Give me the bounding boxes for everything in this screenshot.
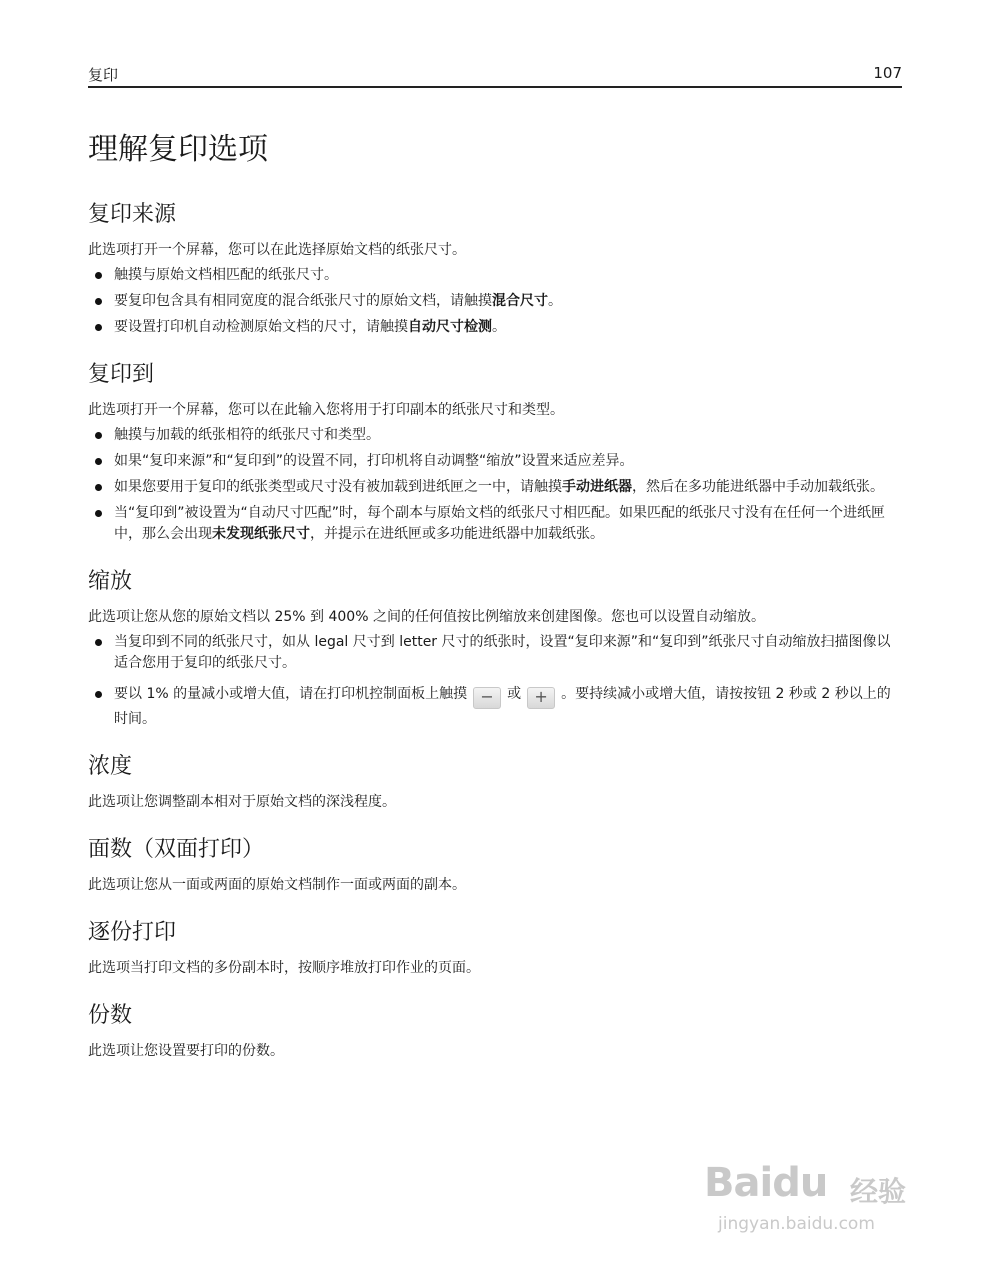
section-intro: 此选项让您设置要打印的份数。 [88, 1043, 284, 1059]
section-intro: 此选项打开一个屏幕，您可以在此选择原始文档的纸张尺寸。 [88, 242, 466, 258]
bullet-dot [95, 510, 102, 517]
section-heading: 浓度 [88, 754, 133, 779]
section-copies [88, 1001, 902, 1062]
baidu-watermark [700, 1150, 940, 1250]
bullet-text: 当“复印到”被设置为“自动尺寸匹配”时，每个副本与原始文档的纸张尺寸相匹配。如果匹配的纸张尺寸没有在任何一个进纸匣中，那么会出现 [114, 505, 886, 542]
list-item [88, 477, 902, 498]
list-item [88, 684, 902, 730]
section-intro: 此选项让您调整副本相对于原始文档的深浅程度。 [88, 794, 396, 810]
section-copy-from [88, 200, 902, 338]
document-body [88, 130, 902, 1084]
watermark-url: jingyan.baidu.com [718, 1214, 875, 1234]
section-heading: 复印到 [88, 362, 155, 387]
section-heading: 面数（双面打印） [88, 837, 265, 862]
list-item [88, 425, 902, 446]
list-item [88, 451, 902, 472]
page-number: 107 [873, 64, 902, 82]
bullet-text: ，然后在多功能进纸器中手动加载纸张。 [632, 479, 884, 495]
list-item [88, 317, 902, 338]
list-item [88, 632, 902, 674]
bullet-text: 如果您要用于复印的纸张类型或尺寸没有被加载到进纸匣之一中，请触摸 [114, 479, 562, 495]
bullet-text: 要复印包含具有相同宽度的混合纸张尺寸的原始文档，请触摸 [114, 293, 492, 309]
bullet-list [88, 425, 902, 545]
bullet-dot [95, 484, 102, 491]
bullet-text: 。要持续减小或增大值，请按按钮 2 秒或 2 秒以上的时间。 [114, 686, 891, 727]
bullet-dot [95, 324, 102, 331]
bullet-text: 如果“复印来源”和“复印到”的设置不同，打印机将自动调整“缩放”设置来适应差异。 [114, 453, 634, 469]
bullet-text: 要以 1% 的量减小或增大值，请在打印机控制面板上触摸 [114, 686, 468, 702]
section-intro: 此选项当打印文档的多份副本时，按顺序堆放打印作业的页面。 [88, 960, 480, 976]
section-darkness [88, 752, 902, 813]
watermark-brand: Baidu [704, 1160, 828, 1206]
bullet-text: 触摸与加载的纸张相符的纸张尺寸和类型。 [114, 427, 380, 443]
bullet-dot [95, 639, 102, 646]
list-item [88, 503, 902, 545]
bullet-text: 触摸与原始文档相匹配的纸张尺寸。 [114, 267, 338, 283]
section-heading: 复印来源 [88, 202, 177, 227]
watermark-cn: 经验 [850, 1175, 907, 1208]
section-heading: 份数 [88, 1003, 133, 1028]
page-title: 理解复印选项 [88, 132, 268, 167]
bullet-bold-term: 未发现纸张尺寸 [212, 526, 310, 542]
section-intro: 此选项让您从一面或两面的原始文档制作一面或两面的副本。 [88, 877, 466, 893]
bullet-dot [95, 458, 102, 465]
section-copy-to [88, 360, 902, 545]
bullet-list [88, 632, 902, 730]
bullet-bold-term: 手动进纸器 [562, 479, 632, 495]
bullet-dot [95, 298, 102, 305]
bullet-dot [95, 691, 102, 698]
bullet-text: 要设置打印机自动检测原始文档的尺寸，请触摸 [114, 319, 408, 335]
bullet-dot [95, 272, 102, 279]
bullet-dot [95, 432, 102, 439]
section-heading: 逐份打印 [88, 920, 177, 945]
bullet-text: 或 [507, 686, 522, 702]
bullet-bold-term: 自动尺寸检测 [408, 319, 492, 335]
section-sides [88, 835, 902, 896]
minus-icon: − [473, 687, 501, 709]
section-intro: 此选项让您从您的原始文档以 25% 到 400% 之间的任何值按比例缩放来创建图像。您也可以设置自动缩放。 [88, 609, 765, 625]
bullet-text: 当复印到不同的纸张尺寸，如从 legal 尺寸到 letter 尺寸的纸张时，设置“复印来源”和“复印到”纸张尺寸自动缩放扫描图像以适合您用于复印的纸张尺寸。 [114, 634, 891, 671]
section-collate [88, 918, 902, 979]
page-header [88, 64, 902, 88]
section-intro: 此选项打开一个屏幕，您可以在此输入您将用于打印副本的纸张尺寸和类型。 [88, 402, 564, 418]
list-item [88, 291, 902, 312]
bullet-bold-term: 混合尺寸 [492, 293, 548, 309]
bullet-list [88, 265, 902, 338]
bullet-text: ，并提示在进纸匣或多功能进纸器中加载纸张。 [310, 526, 604, 542]
bullet-text: 。 [492, 319, 506, 335]
bullet-text: 。 [548, 293, 562, 309]
section-scale [88, 567, 902, 730]
list-item [88, 265, 902, 286]
section-heading: 缩放 [88, 569, 133, 594]
header-section-title: 复印 [88, 66, 119, 84]
plus-icon: + [527, 687, 555, 709]
